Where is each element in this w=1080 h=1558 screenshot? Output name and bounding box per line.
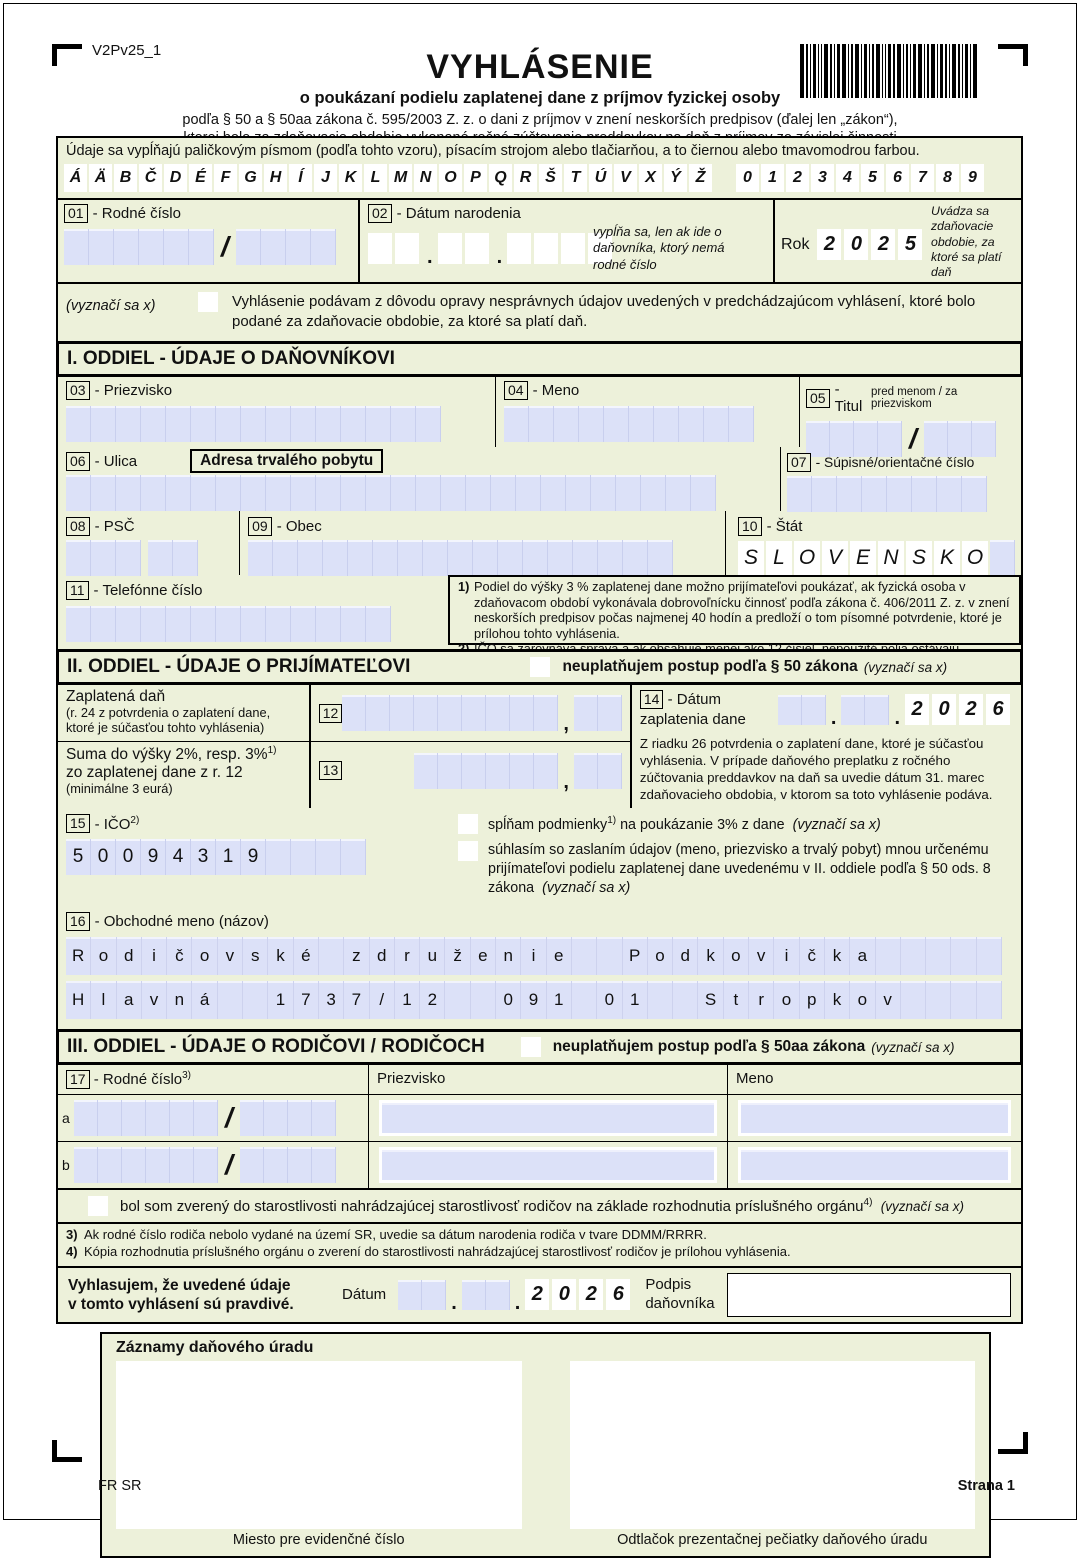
- share-title: Suma do výšky 2%, resp. 3%$^{1)}$: [66, 745, 277, 764]
- field-06-number: 06: [66, 452, 90, 471]
- date-dot: .: [514, 1292, 521, 1315]
- parent-b-rodne-cislo: [58, 1142, 369, 1188]
- field-08-label: - PSČ: [94, 518, 135, 535]
- col-meno-header: Meno: [728, 1065, 1021, 1095]
- recipient-name-input[interactable]: R o d i č o v s k é z d r u ž e n i e P o d k o v i č k a: [66, 937, 1002, 975]
- field-02-datum-narodenia: [360, 200, 775, 282]
- field-07-label: - Súpisné/orientačné číslo: [815, 455, 975, 470]
- field-01-rodne-cislo: [58, 200, 360, 282]
- declaration-day-input[interactable]: [398, 1280, 446, 1310]
- priezvisko-input[interactable]: [66, 406, 441, 442]
- consent-checkbox[interactable]: [458, 841, 478, 861]
- share-sub: (minimálne 3 eurá): [66, 780, 173, 796]
- col-rodne-cislo-header: 17 - Rodné číslo$^{3)}$: [58, 1065, 369, 1095]
- form-subtitle: o poukázaní podielu zaplatenej dane z príjmov fyzickej osoby: [299, 89, 781, 107]
- parent-a-rodne-cislo: [58, 1095, 369, 1142]
- psc-input-part2[interactable]: [148, 540, 198, 576]
- footnote-1: [458, 579, 1011, 641]
- footnote-3-number: 3): [66, 1227, 78, 1243]
- stamp-caption: Odtlačok prezentačnej pečiatky daňového úradu: [617, 1531, 928, 1548]
- field-12-number: 12: [319, 704, 343, 723]
- paid-tax-label: [58, 685, 309, 742]
- footnote-4-number: 4): [66, 1244, 78, 1260]
- row-a-label: a: [62, 1110, 70, 1127]
- footnote-4-text: Kópia rozhodnutia príslušného orgánu o zverení do starostlivosti nahrádzajúcej starostlivosť rodičov je prílohou vyhlásenia.: [84, 1244, 791, 1260]
- section-3-footnotes: [58, 1222, 1021, 1266]
- crop-mark-top-left: [52, 44, 82, 66]
- tax-year-value: 2 0 2 5: [817, 229, 925, 260]
- date-dot: .: [496, 246, 503, 268]
- sample-characters-row: [64, 164, 1015, 192]
- meno-input[interactable]: [504, 406, 754, 442]
- titul-slash: /: [909, 423, 917, 454]
- field-03-number: 03: [66, 381, 90, 400]
- parent-b-meno: [728, 1142, 1021, 1188]
- paid-tax-sub1: (r. 24 z potvrdenia o zaplatení dane,: [66, 704, 271, 720]
- correction-checkbox[interactable]: [198, 292, 218, 312]
- field-15-ico: [58, 812, 458, 904]
- field-03-priezvisko: [58, 377, 496, 447]
- field-17-number: 17: [66, 1070, 90, 1089]
- field-01-number: 01: [64, 204, 88, 223]
- decimal-comma: ,: [563, 770, 569, 793]
- signature-label-line2: daňovníka: [645, 1294, 715, 1312]
- field-05-label: -Titul: [834, 381, 863, 415]
- section-3-optout-checkbox[interactable]: [521, 1037, 541, 1057]
- date-dot: .: [427, 246, 433, 268]
- row-b-label: b: [62, 1157, 70, 1174]
- field-07-supisne-cislo: [781, 447, 1021, 511]
- section-2-optout-mark: (vyznačí sa x): [863, 659, 948, 675]
- declaration-month-input[interactable]: [462, 1280, 510, 1310]
- payment-day-input[interactable]: [778, 695, 826, 725]
- evidence-number-box: [116, 1361, 522, 1529]
- address-badge: Adresa trvalého pobytu: [190, 449, 383, 473]
- field-16-number: 16: [66, 912, 90, 931]
- parent-a-rc-part2[interactable]: [240, 1100, 336, 1136]
- three-percent-mark: (vyznačí sa x): [792, 816, 881, 833]
- declaration-year-value: 2 0 2 6: [525, 1279, 633, 1310]
- section-3-optout-mark: (vyznačí sa x): [871, 1039, 955, 1055]
- declaration-line1: Vyhlasujem, že uvedené údaje: [68, 1276, 291, 1294]
- share-sup: 1): [267, 745, 277, 756]
- field-15-sup: 2): [130, 814, 140, 826]
- checkbox-3-percent: [458, 814, 1015, 834]
- decimal-comma: ,: [563, 713, 569, 735]
- stat-value: S L O V E N S K O: [738, 541, 990, 575]
- field-10-label: - Štát: [766, 518, 803, 535]
- section-2-body: [56, 683, 1023, 1031]
- top-fields-block: [56, 198, 1023, 343]
- field-13-number: 13: [319, 761, 343, 780]
- three-percent-text: spĺňam podmienky$^{1)}$ na poukázanie 3% z dane (vyznačí sa x): [488, 815, 881, 833]
- section-2-checkboxes: [458, 812, 1021, 904]
- stamp-box: [570, 1361, 976, 1529]
- share-title2: zo zaplatenej dane z r. 12: [66, 763, 243, 781]
- three-percent-checkbox[interactable]: [458, 814, 478, 834]
- tax-office-records: [100, 1332, 991, 1558]
- field-10-number: 10: [738, 517, 762, 536]
- correction-mark-note: (vyznačí sa x): [66, 298, 156, 314]
- field-13-input-cents[interactable]: [574, 753, 622, 789]
- birth-day-input[interactable]: [368, 233, 422, 264]
- footnote-3: [66, 1227, 1013, 1244]
- paid-tax-title: Zaplatená daň: [66, 688, 166, 705]
- rok-label: Rok: [781, 235, 810, 253]
- field-04-meno: [496, 377, 800, 447]
- sample-digits: 0 1 2 3 4 5 6 7 8 9: [736, 164, 986, 192]
- field-08-number: 08: [66, 517, 90, 536]
- barcode: [800, 44, 978, 98]
- field-11-telefon: [58, 575, 448, 649]
- field-16-label: - Obchodné meno (názov): [94, 913, 269, 931]
- parent-a-slash: /: [225, 1102, 233, 1134]
- field-05-titul: [800, 377, 1021, 454]
- supisne-cislo-input[interactable]: [787, 476, 987, 512]
- stat-extra-cell[interactable]: [990, 540, 1015, 576]
- guardian-text: bol som zverený do starostlivosti nahrádzajúcej starostlivosť rodičov na základe rozhodnutia príslušného orgánu$^{4)}$ (vyznačí sa x): [120, 1197, 965, 1216]
- parent-b-slash: /: [225, 1149, 233, 1181]
- paid-tax-sub2: ktoré je súčasťou tohto vyhlásenia): [66, 719, 265, 735]
- parent-a-priezvisko-input[interactable]: [379, 1100, 717, 1136]
- field-06-label: - Ulica: [94, 452, 138, 470]
- amounts-labels-column: [58, 685, 311, 808]
- signature-label-line1: Podpis: [645, 1276, 692, 1294]
- psc-input-part1[interactable]: [66, 540, 141, 576]
- form-body: [56, 138, 1023, 1558]
- payment-year-value: 2 0 2 6: [905, 694, 1013, 725]
- guardian-row: [58, 1188, 1021, 1222]
- declaration-block: [56, 1266, 1023, 1324]
- payment-month-input[interactable]: [841, 695, 889, 725]
- field-16-obchodne-meno: [58, 910, 1021, 1029]
- footnote-4: [66, 1244, 1013, 1261]
- field-02-label: - Dátum narodenia: [396, 205, 521, 222]
- field-13-row: [311, 742, 630, 799]
- footnote-1-number: 1): [458, 579, 470, 594]
- field-14-area: [632, 685, 1021, 808]
- form-header: [170, 48, 910, 147]
- section-2-optout-label: neuplatňujem postup podľa § 50 zákona: [562, 658, 858, 675]
- field-14-label2: zaplatenia dane: [639, 710, 746, 728]
- sample-letters: Á Ä B Č D É F G H Í J K L M N O P Q R Š T Ú V X Ý Ž: [64, 164, 714, 192]
- col-priezvisko-header: Priezvisko: [369, 1065, 728, 1095]
- footer-left: FR SR: [98, 1478, 142, 1494]
- form-title: VYHLÁSENIE: [426, 48, 654, 86]
- section-1-body: [56, 375, 1023, 651]
- evidence-number-caption: Miesto pre evidenčné číslo: [232, 1531, 405, 1548]
- legal-line-1: podľa § 50 a § 50aa zákona č. 595/2003 Z. z. o dani z príjmov v znení neskorších predpisov (ďalej len „zákon“),: [182, 112, 898, 128]
- declaration-line2: v tomto vyhlásení sú pravdivé.: [68, 1295, 294, 1313]
- signature-label: [645, 1276, 714, 1314]
- ulica-input[interactable]: [66, 475, 716, 511]
- field-05-number: 05: [806, 389, 830, 408]
- parents-table: [58, 1065, 1021, 1188]
- field-12-row: [311, 685, 630, 742]
- parent-b-priezvisko-input[interactable]: [379, 1147, 717, 1183]
- obec-input[interactable]: [248, 540, 673, 576]
- field-04-label: - Meno: [532, 382, 580, 399]
- parent-b-meno-input[interactable]: [738, 1147, 1011, 1183]
- field-08-psc: [58, 511, 240, 575]
- sample-gap: [714, 164, 736, 192]
- date-dot: .: [830, 707, 837, 729]
- checkbox-consent: [458, 841, 1015, 897]
- field-14-number: 14: [640, 690, 664, 709]
- footnote-1-text: Podiel do výšky 3 % zaplatenej dane možno prijímateľovi poukázať, ak fyzická osoba v zdaňovacom období vykonávala dobrovoľnícku činnosť podľa zákona č. 406/2011 Z. z. v znení neskorších predpisov počas najmenej 40 hodín a predloží o tom písomné potvrdenie, ktoré je prílohou tohto vyhlásenia.: [474, 579, 1010, 641]
- field-02-note: vypĺňa sa, len ak ide o daňovníka, ktorý nemá rodné číslo: [593, 224, 725, 272]
- parent-b-rc-part2[interactable]: [240, 1147, 336, 1183]
- records-title: Záznamy daňového úradu: [116, 1338, 314, 1356]
- field-15-number: 15: [66, 814, 90, 833]
- guardian-mark: (vyznačí sa x): [880, 1199, 965, 1215]
- form-version-code: V2Pv25_1: [92, 42, 162, 59]
- section-1-footnotes: [448, 575, 1021, 645]
- section-3-body: [56, 1063, 1023, 1268]
- fill-instructions: Údaje sa vypĺňajú paličkovým písmom (podľa tohto vzoru), písacím strojom alebo tlačiarňou, a to čiernou alebo tmavomodrou farbou.: [66, 143, 920, 159]
- field-13-input-euros[interactable]: [414, 753, 558, 789]
- field-14-note: Z riadku 26 potvrdenia o zaplatení dane, ktoré je súčasťou vyhlásenia. V prípade daňového preplatku z ročného zúčtovania preddavkov na daň sa uvedie dátum 31. marec zdaňovacieho obdobia, v ktorom sa toto vyhlásenie podáva.: [639, 736, 993, 803]
- field-12-input-cents[interactable]: [574, 695, 622, 731]
- field-09-label: - Obec: [276, 518, 322, 535]
- field-10-stat: [726, 511, 1021, 575]
- field-09-obec: [240, 511, 726, 575]
- field-04-number: 04: [504, 381, 528, 400]
- section-2-header: [56, 649, 1023, 685]
- section-3-title: III. ODDIEL - ÚDAJE O RODIČOVI / RODIČOCH: [67, 1036, 485, 1058]
- section-1-title: I. ODDIEL - ÚDAJE O DAŇOVNÍKOVI: [67, 348, 395, 369]
- field-15-label: - IČO$^{2)}$: [94, 814, 140, 833]
- field-11-number: 11: [66, 581, 89, 600]
- share-label: [58, 742, 309, 799]
- declaration-text: [68, 1276, 330, 1315]
- parent-b-priezvisko: [369, 1142, 728, 1188]
- ico-input[interactable]: 5 0 0 9 4 3 1 9: [66, 839, 366, 875]
- field-09-number: 09: [248, 517, 272, 536]
- field-14-label: - Dátum: [667, 691, 721, 708]
- field-06-ulica: [58, 447, 781, 511]
- rodne-cislo-slash: /: [221, 231, 229, 262]
- tax-year-note: Uvádza sa zdaňovacie obdobie, za ktoré sa platí daň: [931, 204, 1002, 280]
- section-1-header: [56, 341, 1023, 377]
- section-2-optout-checkbox[interactable]: [530, 657, 550, 677]
- rodne-cislo-input-part1[interactable]: [64, 229, 214, 265]
- footnote-3-text: Ak rodné číslo rodiča nebolo vydané na území SR, uvedie sa dátum narodenia rodiča v tvare DDMM/RRRR.: [84, 1227, 707, 1243]
- instructions-block: [56, 136, 1023, 200]
- field-07-number: 07: [787, 453, 811, 472]
- signature-box[interactable]: [727, 1273, 1011, 1317]
- section-3-header: [56, 1029, 1023, 1065]
- parent-b-rc-part1[interactable]: [74, 1147, 218, 1183]
- crop-mark-top-right: [998, 44, 1028, 66]
- consent-mark: (vyznačí sa x): [542, 879, 631, 896]
- correction-row: [58, 284, 1021, 341]
- amounts-inputs-column: [311, 685, 632, 808]
- birth-month-input[interactable]: [438, 233, 492, 264]
- section-2-title: II. ODDIEL - ÚDAJE O PRIJÍMATEĽOVI: [67, 656, 411, 677]
- telefon-input[interactable]: [66, 606, 391, 642]
- section-3-optout-label: neuplatňujem postup podľa § 50aa zákona: [552, 1038, 866, 1056]
- consent-text: súhlasím so zaslaním údajov (meno, priezvisko a trvalý pobyt) mnou určenému prijímateľovi podielu zaplatenej dane uvedenému v II. oddiele podľa § 50 ods. 8 zákona (vyznačí sa x): [488, 842, 991, 896]
- field-11-label: - Telefónne číslo: [93, 582, 203, 599]
- field-05-sublabel: pred menom / za priezviskom: [871, 386, 958, 410]
- recipient-address-input[interactable]: H l a v n á 1 7 3 7 / 1 2 0 9 1 0 1 S t r o p k o v: [66, 981, 1002, 1019]
- footer-page-number: Strana 1: [957, 1478, 1015, 1494]
- field-12-input-euros[interactable]: [342, 695, 558, 731]
- correction-text: Vyhlásenie podávam z dôvodu opravy nesprávnych údajov uvedených v predchádzajúcom vyhlásení, ktoré bolo podané za zdaňovacie obdobie, za ktoré sa platí daň.: [232, 293, 976, 330]
- parent-a-meno: [728, 1095, 1021, 1142]
- parent-a-priezvisko: [369, 1095, 728, 1142]
- field-03-label: - Priezvisko: [94, 382, 173, 399]
- rodne-cislo-input-part2[interactable]: [236, 229, 336, 265]
- parent-a-rc-part1[interactable]: [74, 1100, 218, 1136]
- date-dot: .: [894, 707, 900, 729]
- declaration-date-label: Dátum: [342, 1286, 387, 1304]
- date-dot: .: [451, 1292, 457, 1315]
- field-01-label: - Rodné číslo: [92, 205, 181, 222]
- guardian-checkbox[interactable]: [88, 1196, 108, 1216]
- field-02-number: 02: [368, 204, 392, 223]
- field-14-label-block: [640, 690, 778, 729]
- parent-a-meno-input[interactable]: [738, 1100, 1011, 1136]
- tax-year-area: [775, 200, 1021, 282]
